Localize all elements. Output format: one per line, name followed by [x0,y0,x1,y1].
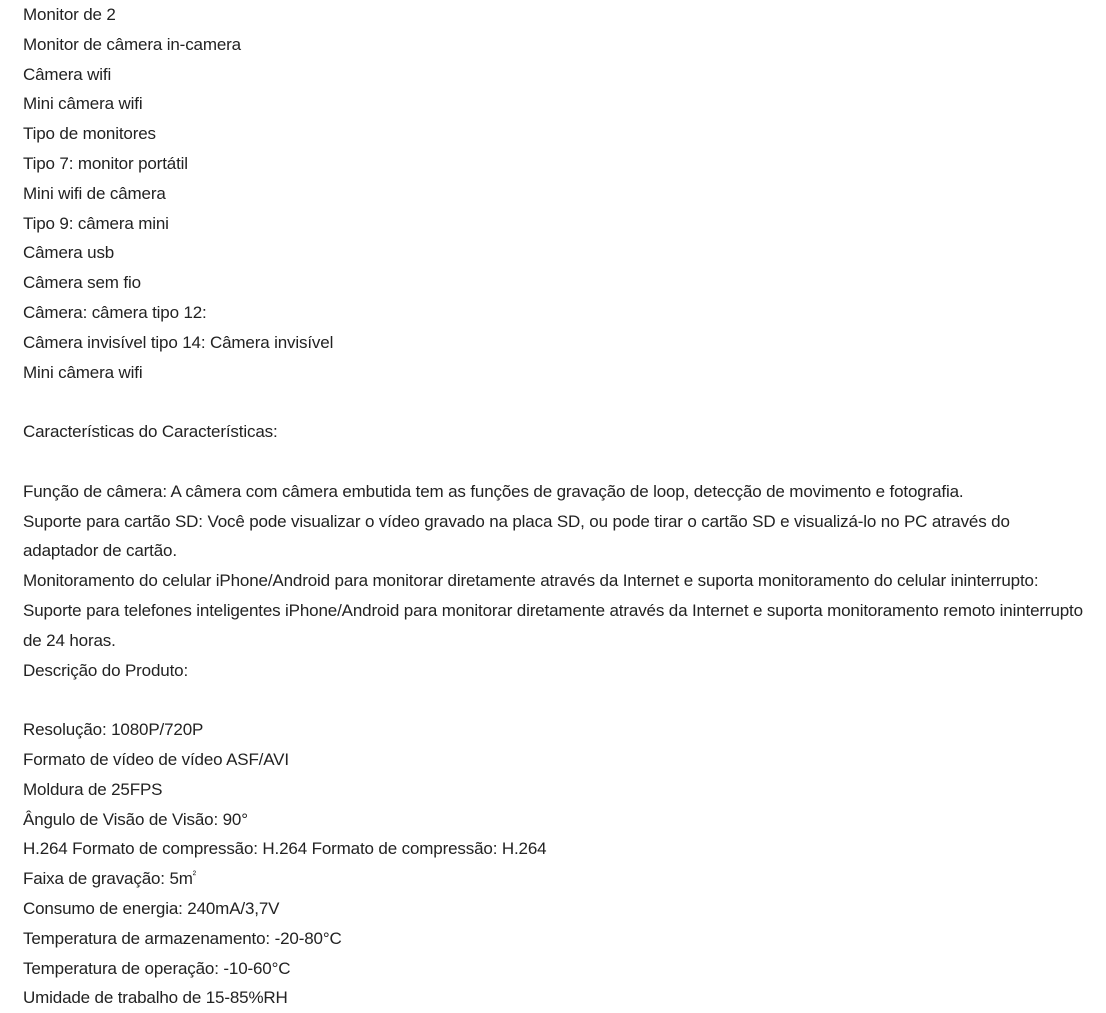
spacer [23,447,1103,477]
list-item: Câmera invisível tipo 14: Câmera invisível [23,332,334,352]
feature-sd-support: Suporte para cartão SD: Você pode visualizar o vídeo gravado na placa SD, ou pode tirar o cartão SD e visualizá-lo no PC através do adaptador de cartão. [23,511,1010,561]
spec-storage-temp: Temperatura de armazenamento: -20-80°C [23,928,342,948]
product-description-text [23,0,1103,1013]
product-description-heading: Descrição do Produto: [23,660,189,680]
spacer [23,685,1103,715]
feature-smartphone-support: Suporte para telefones inteligentes iPhone/Android para monitorar diretamente através da Internet e suporta monitoramento remoto ininterrupto de 24 horas. [23,600,1083,650]
spec-humidity: Umidade de trabalho de 15-85%RH [23,988,288,1008]
list-item: Tipo de monitores [23,124,156,144]
list-item: Monitor de câmera in-camera [23,34,241,54]
feature-camera-function: Função de câmera: A câmera com câmera embutida tem as funções de gravação de loop, detecção de movimento e fotografia. [23,481,964,501]
list-item: Câmera: câmera tipo 12: [23,302,207,322]
spec-frame-rate: Moldura de 25FPS [23,779,163,799]
spec-operating-temp: Temperatura de operação: -10-60°C [23,958,291,978]
spec-resolution: Resolução: 1080P/720P [23,720,204,740]
spec-recording-range [23,864,1103,894]
spec-recording-range-text: Faixa de gravação: 5m [23,869,193,889]
spec-recording-range-sup: ² [192,870,196,882]
list-item: Tipo 9: câmera mini [23,213,169,233]
features-heading: Características do Características: [23,422,278,442]
feature-phone-monitoring: Monitoramento do celular iPhone/Android para monitorar diretamente através da Internet e suporta monitoramento do celular ininterrupto: [23,571,1039,591]
list-item: Mini câmera wifi [23,94,143,114]
spacer [23,387,1103,417]
list-item: Monitor de 2 [23,5,116,24]
spec-view-angle: Ângulo de Visão de Visão: 90° [23,809,248,829]
list-item: Mini câmera wifi [23,362,143,382]
list-item: Mini wifi de câmera [23,183,166,203]
spec-power: Consumo de energia: 240mA/3,7V [23,898,280,918]
spec-video-format: Formato de vídeo de vídeo ASF/AVI [23,749,289,769]
list-item: Câmera usb [23,243,115,263]
list-item: Câmera sem fio [23,273,141,293]
spec-compression: H.264 Formato de compressão: H.264 Formato de compressão: H.264 [23,839,547,859]
list-item: Câmera wifi [23,64,112,84]
list-item: Tipo 7: monitor portátil [23,153,188,173]
